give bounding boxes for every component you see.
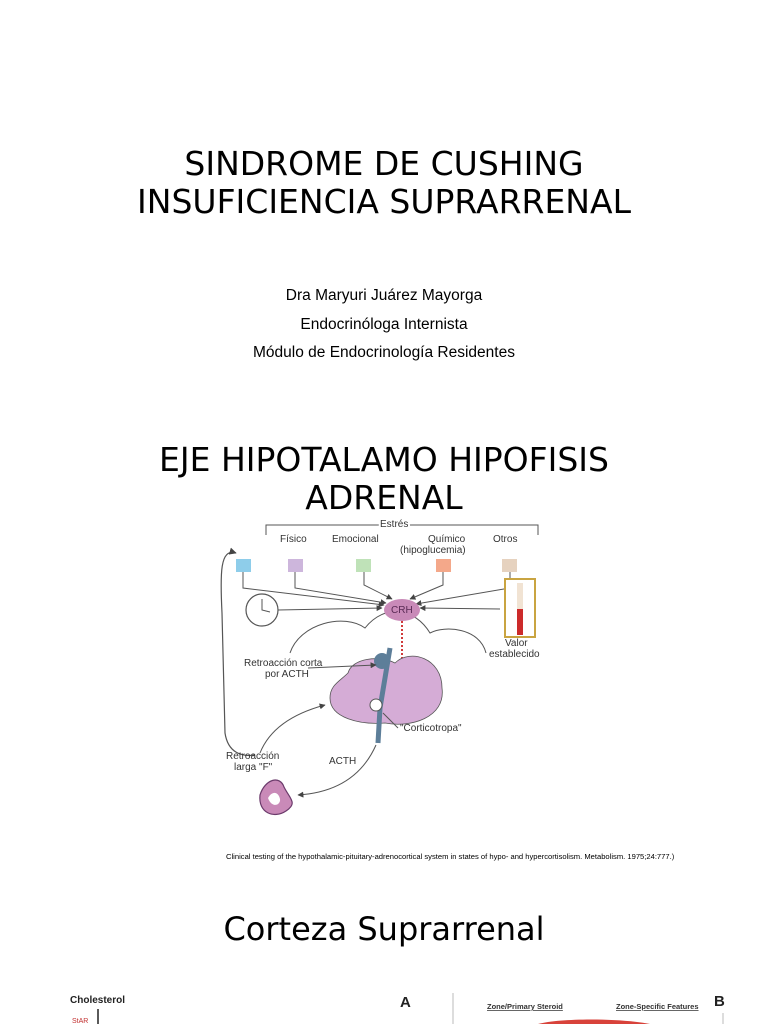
physical-label: Físico <box>280 534 307 545</box>
panel-a-label: A <box>400 994 411 1011</box>
star-label: StAR <box>72 1018 89 1024</box>
set-value-label-1: Valor <box>505 638 528 649</box>
corticotrope-label: "Corticotropa" <box>400 723 462 734</box>
emotional-box <box>288 559 303 572</box>
slide1-title <box>0 145 768 221</box>
figure-caption: Clinical testing of the hypothalamic-pituitary-adrenocortical system in states of hypo- and hypercortisolism. Metabolism. 1975;24:777.) <box>226 852 675 861</box>
physical-box <box>236 559 251 572</box>
long-feedback-label-2: larga "F" <box>234 762 273 773</box>
crh-label: CRH <box>391 605 413 616</box>
emotional-label: Emocional <box>332 534 379 545</box>
long-feedback-label-1: Retroacción <box>226 751 280 762</box>
slide2-title-line1: EJE HIPOTALAMO HIPOFISIS <box>159 440 609 479</box>
adrenal-cortex-figure-preview <box>60 985 750 1024</box>
slide2-title-line2: ADRENAL <box>305 478 463 517</box>
stress-label: Estrés <box>380 519 409 530</box>
hypoglycemia-box <box>436 559 451 572</box>
others-box <box>502 559 517 572</box>
set-value-label-2: establecido <box>489 649 540 660</box>
hpa-axis-diagram <box>180 513 590 823</box>
short-feedback-label-2: por ACTH <box>265 669 309 680</box>
acth-label: ACTH <box>329 756 357 767</box>
slide1-subtitle <box>0 282 768 368</box>
hypoglycemia-label: (hipoglucemia) <box>400 545 466 556</box>
slide3-title: Corteza Suprarrenal <box>223 910 545 948</box>
author-name: Dra Maryuri Juárez Mayorga <box>285 287 483 304</box>
slide1-title-line1: SINDROME DE CUSHING <box>184 144 584 183</box>
slide1-title-line2: INSUFICIENCIA SUPRARRENAL <box>137 182 631 221</box>
chemical-label: Químico <box>428 534 466 545</box>
zone-primary-label: Zone/Primary Steroid <box>487 1002 563 1011</box>
cholesterol-label: Cholesterol <box>70 995 126 1006</box>
module-name: Módulo de Endocrinología Residentes <box>253 344 515 361</box>
panel-b-label: B <box>714 993 725 1010</box>
others-label: Otros <box>493 534 518 545</box>
chemical-box <box>356 559 371 572</box>
zone-specific-label: Zone-Specific Features <box>616 1002 699 1011</box>
author-role: Endocrinóloga Internista <box>300 315 468 333</box>
short-feedback-label-1: Retroacción corta <box>244 658 323 669</box>
zone-band <box>538 1020 650 1024</box>
slide2-title <box>0 441 768 517</box>
